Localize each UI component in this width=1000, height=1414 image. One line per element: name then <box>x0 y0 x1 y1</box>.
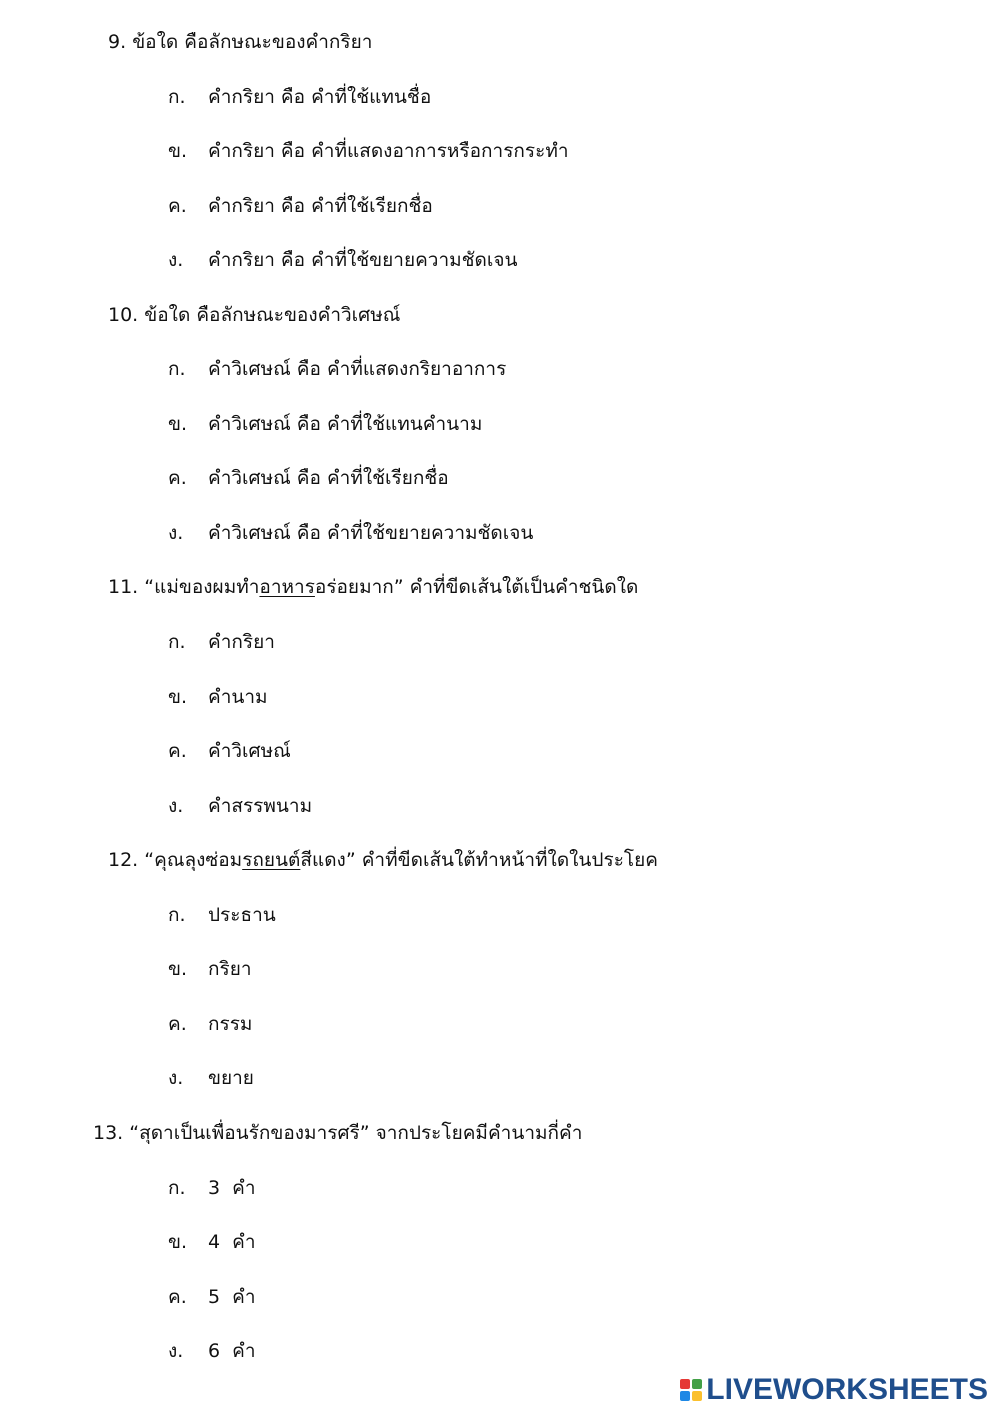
question-10-option-b[interactable] <box>168 412 482 436</box>
question-10-option-d[interactable] <box>168 521 533 545</box>
option-text: 6 คำ <box>208 1340 256 1362</box>
option-letter: ก. <box>168 904 186 926</box>
option-letter: ก. <box>168 1177 186 1199</box>
liveworksheets-brand[interactable] <box>680 1374 988 1406</box>
question-12-option-d[interactable] <box>168 1066 254 1090</box>
question-text: “สุดาเป็นเพื่อนรักของมารศรี” จากประโยคมีคำนามกี่คำ <box>129 1122 583 1144</box>
question-text-after: สีแดง” คำที่ขีดเส้นใต้ทำหน้าที่ใดในประโยค <box>300 849 658 871</box>
logo-square-red <box>680 1379 690 1389</box>
option-letter: ค. <box>168 1013 187 1035</box>
question-9 <box>108 30 372 54</box>
option-text: คำวิเศษณ์ <box>208 740 291 762</box>
question-13-option-d[interactable] <box>168 1339 256 1363</box>
question-text-before: “แม่ของผมทำ <box>144 576 260 598</box>
question-11 <box>108 575 638 599</box>
option-letter: ข. <box>168 140 188 162</box>
question-text-before: “คุณลุงซ่อม <box>144 849 243 871</box>
logo-square-green <box>692 1379 702 1389</box>
option-letter: ก. <box>168 358 186 380</box>
option-letter: ค. <box>168 740 187 762</box>
question-11-option-d[interactable] <box>168 794 312 818</box>
option-letter: ค. <box>168 467 187 489</box>
option-letter: ง. <box>168 522 184 544</box>
question-number: 13. <box>93 1122 124 1144</box>
question-10 <box>108 303 400 327</box>
option-letter: ข. <box>168 1231 188 1253</box>
option-letter: ค. <box>168 1286 187 1308</box>
question-number: 10. <box>108 304 139 326</box>
question-9-option-a[interactable] <box>168 85 431 109</box>
option-text: 3 คำ <box>208 1177 256 1199</box>
option-letter: ง. <box>168 249 184 271</box>
option-letter: ข. <box>168 958 188 980</box>
option-text: คำวิเศษณ์ คือ คำที่ใช้แทนคำนาม <box>208 413 483 435</box>
question-12-option-b[interactable] <box>168 957 252 981</box>
option-text: คำวิเศษณ์ คือ คำที่แสดงกริยาอาการ <box>208 358 507 380</box>
question-13-option-a[interactable] <box>168 1176 256 1200</box>
option-text: กริยา <box>208 958 252 980</box>
question-12-option-a[interactable] <box>168 903 276 927</box>
question-underlined-word: รถยนต์ <box>242 849 301 871</box>
question-number: 9. <box>108 31 127 53</box>
option-letter: ก. <box>168 631 186 653</box>
question-13-option-b[interactable] <box>168 1230 256 1254</box>
option-text: 4 คำ <box>208 1231 256 1253</box>
option-text: ขยาย <box>208 1067 254 1089</box>
question-12 <box>108 848 658 872</box>
question-text: ข้อใด คือลักษณะของคำวิเศษณ์ <box>144 304 401 326</box>
option-text: คำวิเศษณ์ คือ คำที่ใช้ขยายความชัดเจน <box>208 522 534 544</box>
question-12-option-c[interactable] <box>168 1012 252 1036</box>
option-text: คำกริยา คือ คำที่แสดงอาการหรือการกระทำ <box>208 140 569 162</box>
question-11-option-c[interactable] <box>168 739 291 763</box>
option-text: คำนาม <box>208 686 268 708</box>
option-text: กรรม <box>208 1013 253 1035</box>
question-10-option-a[interactable] <box>168 357 506 381</box>
option-letter: ข. <box>168 686 188 708</box>
option-letter: ก. <box>168 86 186 108</box>
question-11-option-b[interactable] <box>168 685 268 709</box>
option-letter: ค. <box>168 195 187 217</box>
question-text: ข้อใด คือลักษณะของคำกริยา <box>132 31 373 53</box>
question-number: 11. <box>108 576 139 598</box>
option-text: 5 คำ <box>208 1286 256 1308</box>
option-text: คำวิเศษณ์ คือ คำที่ใช้เรียกชื่อ <box>208 467 449 489</box>
question-text-after: อร่อยมาก” คำที่ขีดเส้นใต้เป็นคำชนิดใด <box>314 576 639 598</box>
option-text: คำกริยา <box>208 631 275 653</box>
option-text: คำสรรพนาม <box>208 795 313 817</box>
liveworksheets-logo-icon <box>680 1379 702 1401</box>
option-letter: ง. <box>168 1067 184 1089</box>
option-text: คำกริยา คือ คำที่ใช้แทนชื่อ <box>208 86 432 108</box>
question-number: 12. <box>108 849 139 871</box>
question-9-option-b[interactable] <box>168 139 569 163</box>
question-underlined-word: อาหาร <box>259 576 315 598</box>
option-letter: ง. <box>168 1340 184 1362</box>
option-text: ประธาน <box>208 904 276 926</box>
question-13-option-c[interactable] <box>168 1285 256 1309</box>
option-text: คำกริยา คือ คำที่ใช้ขยายความชัดเจน <box>208 249 518 271</box>
option-text: คำกริยา คือ คำที่ใช้เรียกชื่อ <box>208 195 433 217</box>
question-9-option-c[interactable] <box>168 194 433 218</box>
question-13 <box>93 1121 582 1145</box>
question-9-option-d[interactable] <box>168 248 518 272</box>
question-11-option-a[interactable] <box>168 630 275 654</box>
question-10-option-c[interactable] <box>168 466 449 490</box>
option-letter: ง. <box>168 795 184 817</box>
brand-name: LIVEWORKSHEETS <box>706 1373 988 1406</box>
option-letter: ข. <box>168 413 188 435</box>
logo-square-yellow <box>692 1391 702 1401</box>
logo-square-blue <box>680 1391 690 1401</box>
